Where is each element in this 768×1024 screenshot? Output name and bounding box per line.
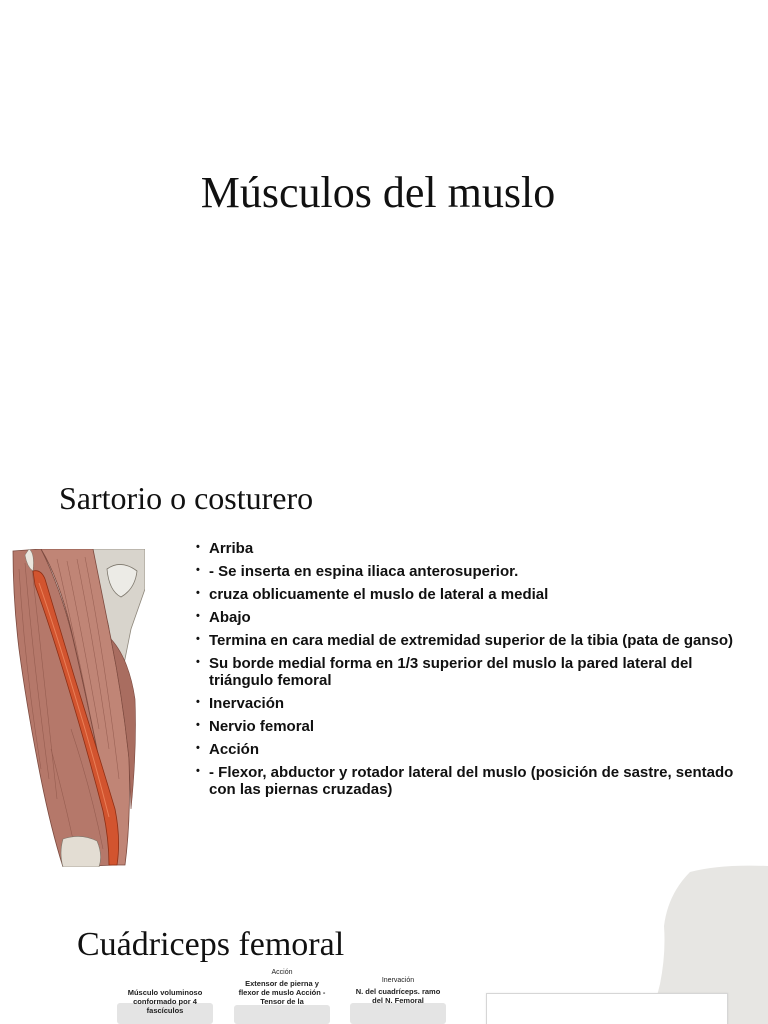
column-box [350,1003,446,1024]
bullet-icon: • [196,719,200,731]
bullet-text: Inervación [209,695,285,712]
list-item [196,655,756,689]
bullet-icon: • [196,541,200,553]
bullet-text: Arriba [209,540,254,557]
cuadriceps-heading: Cuádriceps femoral [77,926,345,963]
cuadriceps-column-2 [235,968,329,1006]
list-item [196,764,756,798]
sartorio-heading: Sartorio o costurero [59,480,314,516]
bullet-text: Termina en cara medial de extremidad superior de la tibia (pata de ganso) [209,632,734,649]
list-item [196,609,756,626]
list-item [196,741,756,758]
sartorio-bullet-list [196,540,756,804]
bullet-icon: • [196,696,200,708]
bullet-text: cruza oblicuamente el muslo de lateral a medial [209,586,549,603]
bullet-text: Su borde medial forma en 1/3 superior del muslo la pared lateral del triángulo femoral [209,655,693,689]
list-item [196,632,756,649]
bullet-icon: • [196,742,200,754]
bullet-text: Nervio femoral [209,718,315,735]
cuadriceps-column-3 [351,976,445,1005]
bullet-icon: • [196,610,200,622]
list-item [196,718,756,735]
column-box [234,1005,330,1024]
column-header: Inervación [381,977,415,984]
column-header: Acción [271,969,293,976]
list-item [196,563,756,580]
column-text: Extensor de pierna y flexor de muslo Acción - Tensor de la [238,979,326,1006]
column-text: N. del cuadríceps. ramo del N. Femoral [355,987,441,1005]
bullet-text: Abajo [209,609,251,626]
bullet-text: Acción [209,741,260,758]
bullet-text: - Flexor, abductor y rotador lateral del muslo (posición de sastre, sentado con las piernas cruzadas) [209,764,734,798]
list-item [196,586,756,603]
bullet-icon: • [196,765,200,777]
slide-title: Músculos del muslo [200,168,556,217]
column-text: Músculo voluminoso conformado por 4 fascículos [127,988,203,1015]
bullet-text: - Se inserta en espina iliaca anterosuperior. [209,563,519,580]
list-item [196,695,756,712]
thigh-muscle-illustration [11,549,145,867]
list-item [196,540,756,557]
bullet-icon: • [196,656,200,668]
content-box [486,993,728,1024]
cuadriceps-column-1 [121,986,209,1015]
bullet-icon: • [196,633,200,645]
bullet-icon: • [196,564,200,576]
bullet-icon: • [196,587,200,599]
